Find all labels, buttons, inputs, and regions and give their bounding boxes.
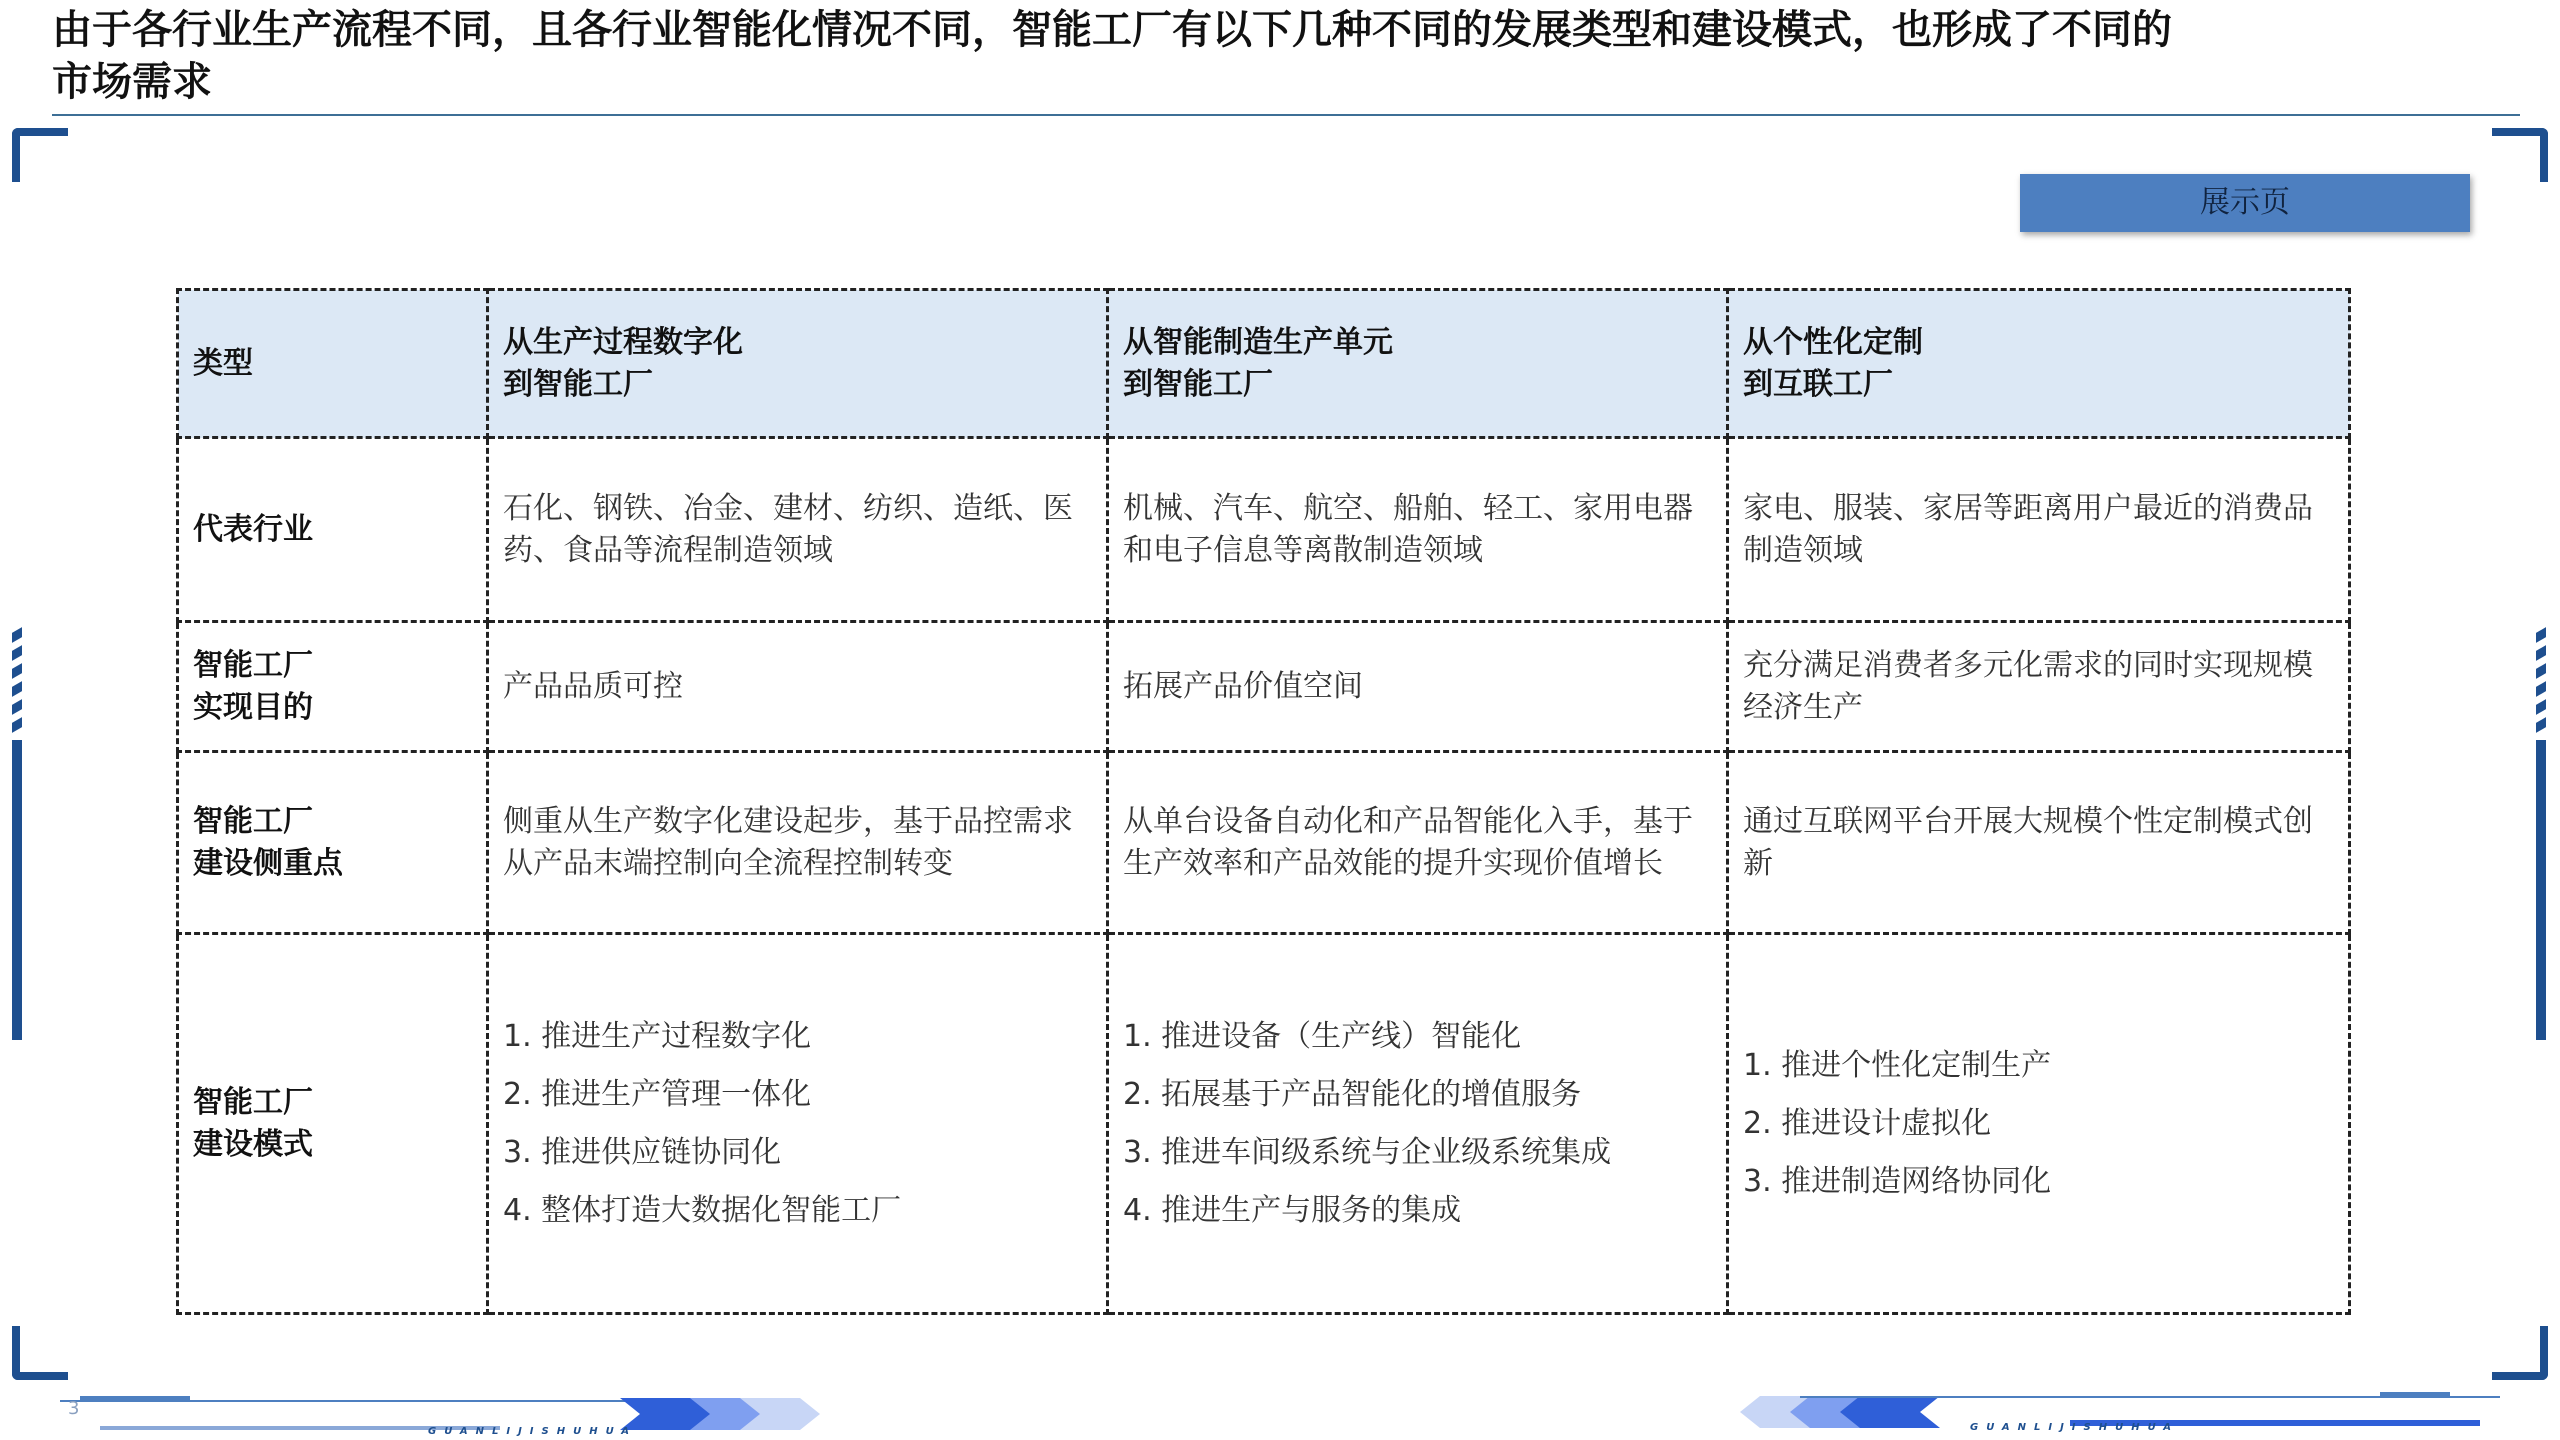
mode-list: [1743, 1037, 2334, 1211]
table-cell: 机械、汽车、航空、船舶、轻工、家用电器和电子信息等离散制造领域: [1108, 438, 1728, 622]
left-side-decoration: [12, 630, 24, 1090]
table-row-construction-mode: [178, 934, 2350, 1314]
corner-bracket-top-right: [2492, 128, 2548, 182]
comparison-table-container: [176, 288, 2348, 1312]
table-cell: 拓展产品价值空间: [1108, 622, 1728, 752]
header-label-cell: 类型: [178, 290, 488, 438]
header-cell-line: 从智能制造生产单元: [1123, 324, 1393, 360]
table-cell: 从单台设备自动化和产品智能化入手，基于生产效率和产品效能的提升实现价值增长: [1108, 752, 1728, 934]
table-cell: 侧重从生产数字化建设起步，基于品控需求从产品末端控制向全流程控制转变: [488, 752, 1108, 934]
table-cell: [1728, 934, 2350, 1314]
table-header-row: [178, 290, 2350, 438]
row-label: [178, 752, 488, 934]
corner-bracket-bottom-right: [2492, 1326, 2548, 1380]
list-item: 4. 整体打造大数据化智能工厂: [503, 1192, 902, 1228]
header-cell-line: 到智能工厂: [1123, 366, 1273, 402]
title-divider: [52, 114, 2520, 116]
list-item: 3. 推进制造网络协同化: [1743, 1163, 2052, 1199]
row-label-line: 代表行业: [193, 511, 313, 547]
list-item: 1. 推进设备（生产线）智能化: [1123, 1018, 1522, 1054]
row-label-line: 智能工厂: [193, 647, 313, 683]
row-label: [178, 438, 488, 622]
header-cell-line: 从生产过程数字化: [503, 324, 743, 360]
table-cell: 家电、服装、家居等距离用户最近的消费品制造领域: [1728, 438, 2350, 622]
list-item: 3. 推进供应链协同化: [503, 1134, 782, 1170]
list-item: 2. 推进设计虚拟化: [1743, 1105, 1992, 1141]
table-cell: 石化、钢铁、冶金、建材、纺织、造纸、医药、食品等流程制造领域: [488, 438, 1108, 622]
table-row-focus: [178, 752, 2350, 934]
corner-bracket-top-left: [12, 128, 68, 182]
table-row-representative-industries: [178, 438, 2350, 622]
slide-title: 由于各行业生产流程不同，且各行业智能化情况不同，智能工厂有以下几种不同的发展类型和建设模式，也形成了不同的市场需求: [52, 7, 2172, 105]
table-cell: [1108, 934, 1728, 1314]
table-cell: 产品品质可控: [488, 622, 1108, 752]
mode-list: [1123, 1008, 1712, 1240]
table-cell: 充分满足消费者多元化需求的同时实现规模经济生产: [1728, 622, 2350, 752]
row-label-line: 实现目的: [193, 689, 313, 725]
header-cell-line: 从个性化定制: [1743, 324, 1923, 360]
header-cell-line: 到互联工厂: [1743, 366, 1893, 402]
row-label: [178, 934, 488, 1314]
row-label-line: 智能工厂: [193, 803, 313, 839]
list-item: 2. 拓展基于产品智能化的增值服务: [1123, 1076, 1582, 1112]
mode-list: [503, 1008, 1092, 1240]
corner-bracket-bottom-left: [12, 1326, 68, 1380]
list-item: 1. 推进生产过程数字化: [503, 1018, 812, 1054]
brand-watermark-left: GUANLIJISHUHUA: [428, 1426, 637, 1437]
row-label-line: 建设侧重点: [193, 845, 343, 881]
header-cell-line: 到智能工厂: [503, 366, 653, 402]
list-item: 3. 推进车间级系统与企业级系统集成: [1123, 1134, 1612, 1170]
row-label-line: 智能工厂: [193, 1084, 313, 1120]
right-side-decoration: [2536, 630, 2548, 1090]
comparison-table: [176, 288, 2351, 1315]
list-item: 2. 推进生产管理一体化: [503, 1076, 812, 1112]
header-cell-personalized-customization: [1728, 290, 2350, 438]
table-row-goals: [178, 622, 2350, 752]
list-item: 1. 推进个性化定制生产: [1743, 1047, 2052, 1083]
page-number: 3: [68, 1398, 80, 1419]
row-label-line: 建设模式: [193, 1126, 313, 1162]
table-cell: [488, 934, 1108, 1314]
header-cell-process-digitalization: [488, 290, 1108, 438]
display-page-tag[interactable]: 展示页: [2020, 174, 2470, 232]
header-cell-smart-manufacturing-unit: [1108, 290, 1728, 438]
table-cell: 通过互联网平台开展大规模个性定制模式创新: [1728, 752, 2350, 934]
list-item: 4. 推进生产与服务的集成: [1123, 1192, 1462, 1228]
brand-watermark-right: GUANLIJISHUHUA: [1970, 1422, 2179, 1433]
row-label: [178, 622, 488, 752]
